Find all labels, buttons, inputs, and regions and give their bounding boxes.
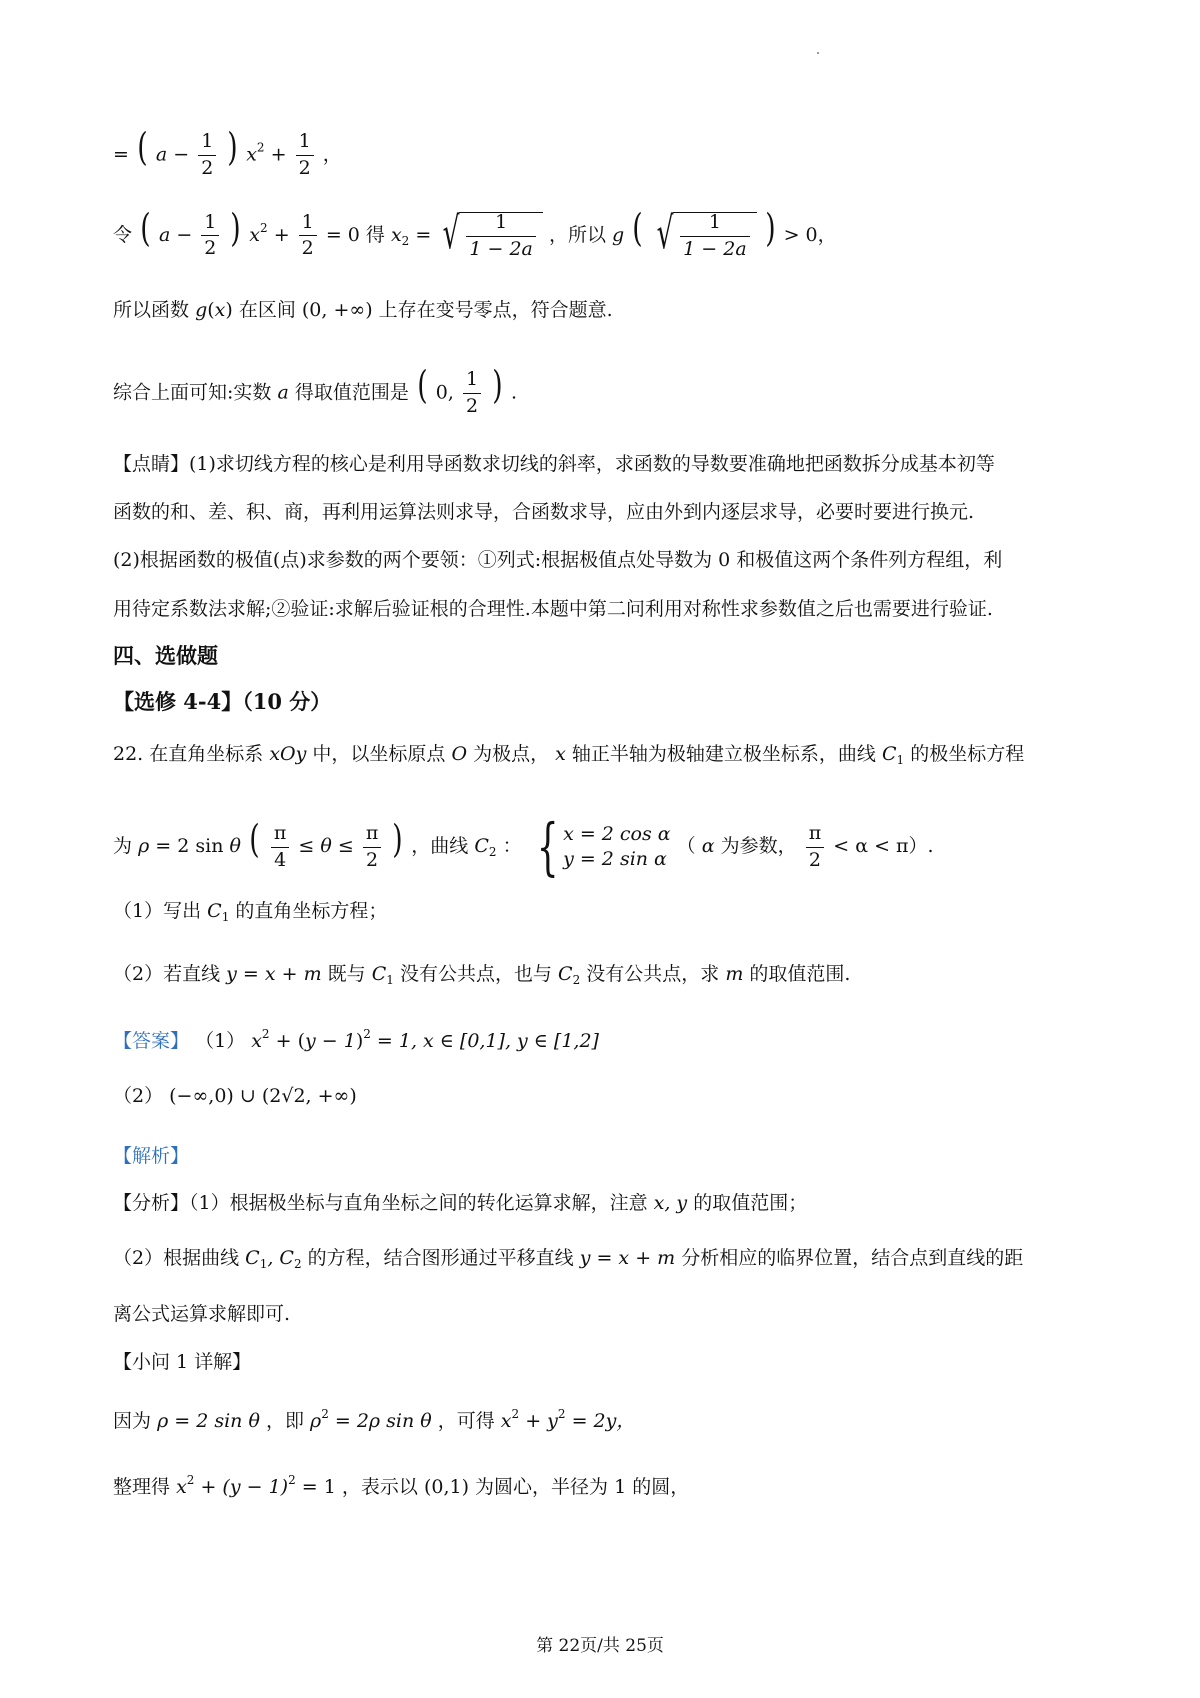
text: （2）若直线 [113,963,221,985]
op: − [173,143,190,166]
text: 在区间 [238,299,296,321]
var: x [555,743,566,765]
analysis-line-3: 离公式运算求解即可. [113,1303,291,1325]
expr: = 2y， [571,1410,636,1432]
sub: 1 [221,910,230,924]
text: > 0， [783,223,837,246]
text: = 2 sin [155,835,224,857]
fraction [198,132,216,179]
text: 为圆心，半径为 1 的圆， [475,1476,690,1498]
sup: 2 [363,1027,371,1041]
var: , C [267,1247,294,1269]
text: 综合上面可知:实数 [113,381,272,404]
var: θ [320,835,332,857]
sqrt: √ $\frac{1}{1 - 2a}$ [651,212,757,260]
text: 为参数， [720,835,797,857]
text: ，即 [265,1410,304,1432]
section-heading: 四、选做题 [113,643,218,668]
paren: ( [249,817,260,861]
sub: 2 [572,973,581,987]
expr: y = x + m [579,1247,676,1269]
parametric-system: { x = 2 cos α y = 2 sin α [536,810,671,883]
sup: 2 [557,1407,566,1421]
var: a [277,381,289,404]
num: 1 [204,210,217,233]
var: xOy [269,743,307,765]
paren: ( [137,125,148,170]
sub: 1 [896,753,905,767]
paren: ) [392,817,403,861]
sqrt: √ $\frac{1}{1 - 2a}$ [437,212,543,260]
note-line-4: 用待定系数法求解;②验证:求解后验证根的合理性.本题中第二问利用对称性求参数值之后也需要进行验证. [113,598,993,620]
sup: 2 [321,1407,329,1421]
var: g [612,223,625,246]
text: 没有公共点，也与 [399,963,552,985]
den: 1 − 2a [466,236,536,260]
case-row: x = 2 cos α [563,823,671,845]
answer-label: 【答案】 [113,1030,190,1052]
text: ， [322,143,342,166]
text: 中，以坐标原点 [312,743,446,765]
analysis-label: 【解析】 [113,1145,190,1167]
text: 没有公共点，求 [586,963,720,985]
subquestion-1 [113,902,387,923]
var: a [155,143,168,166]
sup: 2 [511,1407,520,1421]
text: = 0 得 [325,223,385,246]
var: x [249,223,261,246]
op: − [176,223,193,246]
expr: (−∞,0) ∪ (2√2, +∞) [169,1085,357,1107]
fraction [806,821,825,871]
fraction [296,132,314,179]
analysis-line-1 [113,1194,807,1213]
sup: 2 [256,140,265,155]
paren: ) [492,363,503,408]
detail-heading: 【小问 1 详解】 [113,1351,252,1373]
num: 1 [495,211,508,233]
text: （ [676,835,696,857]
expr: = 2ρ sin θ [334,1410,432,1432]
text: 上存在变号零点，符合题意. [378,299,613,321]
num: 1 [201,130,214,152]
fraction [680,213,750,260]
text: 的取值范围； [693,1192,808,1214]
sub: 2 [293,1257,302,1271]
text: 令 [113,223,133,246]
num: 1 [301,210,314,233]
note-line-2: 函数的和、差、积、商，再利用运算法则求导，合函数求导，应由外到内逐层求导，必要时要进行换元. [113,501,975,523]
sub: 2 [401,233,410,248]
text: 既与 [327,963,366,985]
var: C [371,963,387,985]
text: ，可得 [437,1410,495,1432]
page-footer: 第 22页/共 25页 [536,1636,664,1656]
expr: y − 1 [304,1030,356,1052]
fraction [299,210,317,260]
den: 2 [299,235,317,259]
text: （1） [195,1030,246,1052]
text: （2） [113,1085,164,1107]
var: a [158,223,171,246]
var: x [214,299,226,321]
var: O [451,743,468,765]
text: （1）写出 [113,900,202,922]
var: x [251,1030,262,1052]
den: 2 [198,155,216,179]
text: 所以函数 [113,299,190,321]
den: 2 [463,393,481,417]
var: C [474,835,489,857]
den: 2 [806,847,824,871]
text: 的直角坐标方程； [235,900,388,922]
var: x [176,1476,187,1498]
var: m [725,963,744,985]
var: x, y [653,1192,688,1214]
paren: ) [230,205,242,250]
op: ≤ [298,835,315,857]
note-line-1: 【点睛】(1)求切线方程的核心是利用导函数求切线的斜率，求函数的导数要准确地把函数拆分成基本初等 [113,453,995,475]
interval: 0, +∞ [309,299,366,321]
paren: ) [227,125,238,170]
paren: ( [140,205,151,250]
num: 1 [465,368,479,390]
fraction [466,213,536,260]
var: C [558,963,573,985]
text: （2）根据曲线 [113,1247,240,1269]
var: C [207,900,222,922]
var: x [500,1410,512,1432]
var: g [195,299,208,321]
text: . [510,381,518,404]
var: ρ [138,835,150,857]
text: 轴正半轴为极轴建立极坐标系，曲线 [571,743,876,765]
detail-line-2 [113,1474,689,1497]
equation-line-1 [113,125,342,179]
num: π [273,821,287,844]
op: + [525,1410,542,1432]
op: + [273,223,290,246]
op: ≤ [337,835,354,857]
expr: + (y − 1) [200,1476,289,1498]
paren: ) [764,205,776,250]
var: C [245,1247,260,1269]
text: ： [502,835,522,857]
expr: ρ = 2 sin θ [157,1410,260,1432]
var: x [390,223,402,246]
num: π [808,821,822,844]
den: 2 [201,235,219,259]
answer-line-2 [113,1087,357,1106]
num: 1 [298,130,311,152]
case-row: y = 2 sin α [563,848,667,870]
den: 4 [271,847,289,871]
sub: 1 [259,1257,268,1271]
sub: 2 [488,845,497,859]
op: = [415,223,432,246]
text: 分析相应的临界位置，结合点到直线的距 [681,1247,1024,1269]
text: 的取值范围. [749,963,851,985]
expr: (0,1) [423,1476,469,1498]
text: < α < π）. [833,835,934,857]
subsection-heading: 【选修 4-4】（10 分） [113,689,332,714]
paren: ( [417,363,428,408]
var: y = x + m [226,963,322,985]
text: ，曲线 [411,835,469,857]
text: 整理得 [113,1476,171,1498]
subquestion-2 [113,965,850,986]
note-line-3: (2)根据函数的极值(点)求参数的两个要领：①列式:根据极值点处导数为 0 和极值这两个条件列方程组，利 [113,549,1003,571]
expr: = 1, x ∈ [0,1], y ∈ [1,2] [376,1030,599,1052]
var: x [246,143,257,166]
problem-line-1 [113,745,1024,766]
sup: 2 [261,1027,270,1041]
op: + [270,143,287,166]
scan-dot [817,52,819,54]
sup: 2 [288,1473,296,1487]
fraction [271,821,290,871]
analysis-line-2 [113,1249,1023,1270]
equation-line-2 [113,205,837,260]
var: α [701,835,715,857]
answer-line-1: 【答案】 （1） $x^2 + (y - 1)^2 = 1$, x ∈ [0,1], y ∈ [1,2] [113,1027,599,1052]
num: 1 [708,211,721,233]
text: 为 [113,835,133,857]
text: ，所以 [548,223,606,246]
text: 【分析】（1）根据极坐标与直角坐标之间的转化运算求解，注意 [113,1192,648,1214]
den: 2 [296,155,314,179]
den: 2 [363,847,381,871]
text: 的方程，结合图形通过平移直线 [307,1247,574,1269]
var: θ [229,835,241,857]
text: 0, [435,381,454,404]
var: C [881,743,897,765]
sup: 2 [260,220,268,235]
sup: 2 [186,1473,195,1487]
fraction [201,210,219,260]
text: 22. 在直角坐标系 [113,743,264,765]
sub: 1 [386,973,394,987]
text: 因为 [113,1410,152,1432]
var: ρ [310,1410,322,1432]
text-line-3: 所以函数 g(x) 在区间 (0, +∞) 上存在变号零点，符合题意. [113,299,613,321]
text: 得取值范围是 [294,381,409,404]
text: 的极坐标方程 [910,743,1025,765]
paren: ( [632,205,643,250]
text-line-4 [113,363,518,417]
var: y [547,1410,558,1432]
text: ，表示以 [341,1476,418,1498]
text: 为极点， [473,743,550,765]
fraction [463,370,481,417]
detail-line-1 [113,1408,635,1431]
op: + [275,1030,292,1052]
expr: = 1 [301,1476,336,1498]
fraction [363,821,382,871]
problem-line-2 [113,810,934,883]
num: π [365,821,379,844]
text: = [113,143,129,166]
den: 1 − 2a [680,236,750,260]
